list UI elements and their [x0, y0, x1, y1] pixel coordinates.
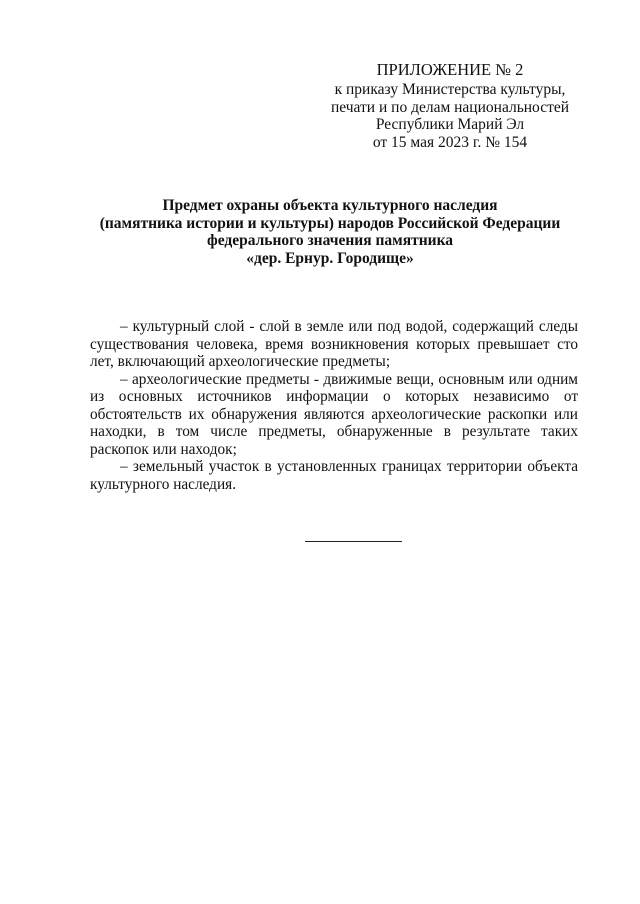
document-title [80, 197, 580, 267]
appendix-line: от 15 мая 2023 г. № 154 [372, 133, 528, 151]
title-line: федерального значения памятника [206, 232, 454, 249]
list-item-cultural-layer: – культурный слой - слой в земле или под водой, содержащий следы существования человека, время возникновения которых превышает сто лет, включающий археологические предметы; [90, 318, 578, 370]
appendix-line: Республики Марий Эл [375, 116, 525, 133]
document-body [90, 318, 578, 493]
list-item-archaeological-objects: – археологические предметы - движимые вещи, основным или одним из основных источников информации о которых независимо от обстоятельств их обнаружения являются археологические раскопки или находки, в том числе предметы, обнаруженные в результате таких раскопок или находок; [90, 370, 578, 458]
title-line: Предмет охраны объекта культурного наследия [162, 197, 498, 214]
appendix-block [320, 60, 580, 151]
appendix-line: печати и по делам национальностей [330, 98, 570, 116]
list-item-land-plot: – земельный участок в установленных границах территории объекта культурного наследия. [90, 458, 578, 493]
appendix-heading: ПРИЛОЖЕНИЕ № 2 [376, 60, 524, 79]
closing-divider [305, 541, 402, 542]
appendix-line: к приказу Министерства культуры, [334, 81, 566, 98]
title-line: «дер. Ернур. Городище» [246, 249, 414, 267]
title-line: (памятника истории и культуры) народов Российской Федерации [99, 214, 561, 232]
